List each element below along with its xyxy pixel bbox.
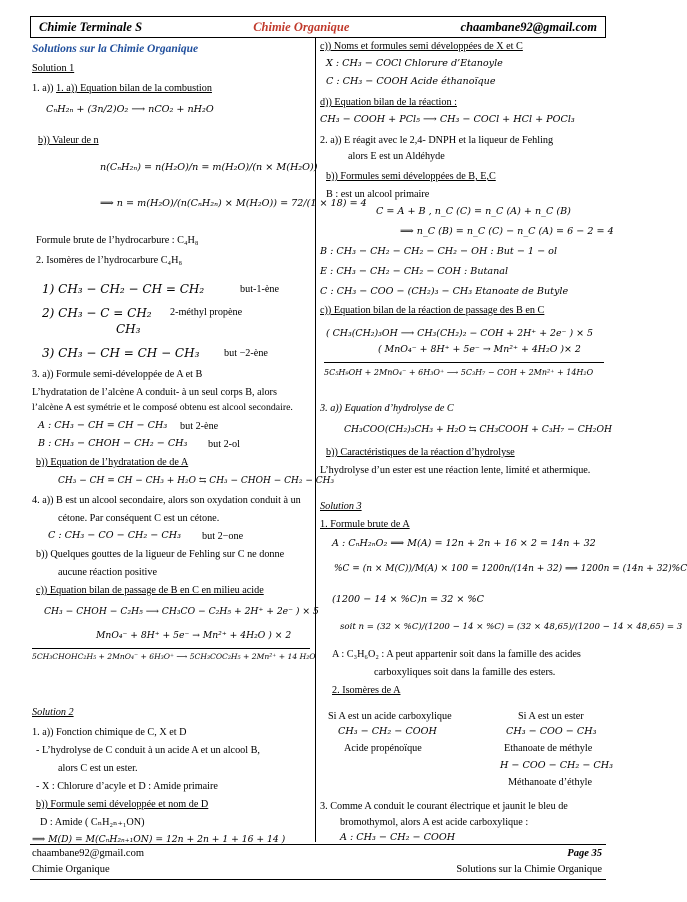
r-iso-ester-name-1: Ethanoate de méthyle [504, 743, 593, 754]
q21-text-3: - X : Chlorure d’acyle et D : Amide primaire [36, 781, 218, 792]
column-divider [315, 38, 316, 842]
page-header [30, 16, 606, 38]
r-iso-acid-name: Acide propénoïque [344, 743, 422, 754]
isomer-2-name: 2-méthyl propène [170, 307, 243, 318]
r-compound-E: E : CH₃ − CH₂ − CH₂ − COH : Butanal [320, 266, 509, 277]
r-iso-ester-formula-1: CH₃ − COO − CH₃ [506, 726, 597, 737]
r-iso-acid-formula: CH₃ − CH₂ − COOH [338, 726, 437, 737]
r-compound-X: X : CH₃ − COCl Chlorure d’Etanoyle [326, 58, 503, 69]
footer-email[interactable]: chaambane92@gmail.com [32, 848, 145, 859]
q21b: b)) Formule semi développée et nom de D [36, 799, 209, 810]
n-equation-1: n(CₙH₂ₙ) = n(H₂O)/n = m(H₂O)/(n × M(H₂O)) [100, 162, 318, 173]
r-compound-B: B : CH₃ − CH₂ − CH₂ − CH₂ − OH : But − 1 − ol [320, 246, 558, 257]
r-q2a-text: alors E est un Aldéhyde [348, 151, 445, 162]
r-redox-half-1: ( CH₃(CH₂)₃OH ⟶ CH₃(CH₂)₂ − COH + 2H⁺ + 2e⁻ ) × 5 [326, 328, 593, 339]
r-iso-acid-title: Si A est un acide carboxylique [328, 711, 452, 722]
r-s31b: %C = (n × M(C))/M(A) × 100 = 1200n/(14n + 32) ⟹ 1200n = (14n + 32)%C [334, 564, 687, 574]
solution3-heading: Solution 3 [320, 501, 362, 512]
r-q1c: c)) Noms et formules semi développées de X et C [320, 41, 523, 52]
solution1-heading: Solution 1 [32, 63, 75, 74]
r-q2c: c)) Equation bilan de la réaction de passage des B en C [320, 305, 545, 316]
isomer-1-name: but-1-ène [240, 284, 280, 295]
q21-text-2: alors C est un ester. [58, 763, 138, 774]
r-s31: 1. Formule brute de A [320, 519, 410, 530]
footer-chapter: Solutions sur la Chimie Organique [456, 864, 602, 875]
amide-mass: ⟹ M(D) = M(CₙH₂ₙ₊₁ON) = 12n + 2n + 1 + 16 + 14 ) [32, 834, 286, 845]
page-number: Page 35 [567, 848, 602, 859]
r-iso-ester-title: Si A est un ester [518, 711, 584, 722]
redox-global: 5CH₃CHOHC₂H₅ + 2MnO₄⁻ + 6H₃O⁺ ⟶ 5CH₃COC₂H₅ + 2Mn²⁺ + 14 H₂O [32, 652, 316, 661]
compound-B: B : CH₃ − CHOH − CH₂ − CH₃ [38, 438, 188, 449]
r-q3a: 3. a)) Equation d’hydrolyse de C [320, 403, 454, 414]
compound-A-name: but 2-ène [180, 421, 219, 432]
q3a-text-2: l’alcène A est symétrie et le composé obtenu est alcool secondaire. [32, 402, 293, 413]
q3b: b)) Equation de l’hydratation de de A [36, 457, 189, 468]
q3a-text-1: L’hydratation de l’alcène A conduit- à un seul corps B, alors [32, 387, 277, 398]
r-iso-ester-formula-2: H − COO − CH₂ − CH₃ [500, 760, 613, 771]
r-s31d: soit n = (32 × %C)/(1200 − 14 × %C) = (32 × 48,65)/(1200 − 14 × 48,65) = 3 [340, 622, 683, 632]
r-equation-rule [324, 362, 604, 363]
r-s33c: A : CH₃ − CH₂ − COOH [340, 832, 456, 843]
r-iso-ester-name-2: Méthanoate d’éthyle [508, 777, 593, 788]
r-carbon-count-2: ⟹ n_C (B) = n_C (C) − n_C (A) = 6 − 2 = 4 [400, 226, 614, 237]
n-equation-2: ⟹ n = m(H₂O)/(n(CₙH₂ₙ) × M(H₂O)) = 72/(1 × 18) = 4 [100, 198, 367, 209]
raw-formula: Formule brute de l’hydrocarbure : C₄H₈ [36, 235, 199, 246]
page [30, 16, 687, 884]
isomer-1: 1) CH₃ − CH₂ − CH = CH₂ [42, 282, 205, 296]
r-compound-C: C : CH₃ − COOH Acide éthanoïque [326, 76, 496, 87]
r-pcl5-equation: CH₃ − COOH + PCl₅ ⟶ CH₃ − COCl + HCl + POCl₃ [320, 114, 575, 125]
q4a-text: cétone. Par conséquent C est un cétone. [58, 513, 220, 524]
redox-half-2: MnO₄⁻ + 8H⁺ + 5e⁻ → Mn²⁺ + 4H₂O ) × 2 [96, 630, 292, 641]
r-hydrolysis-equation: CH₃COO(CH₂)₃CH₃ + H₂O ⇆ CH₃COOH + C₃H₇ − CH₂OH [344, 424, 613, 435]
combustion-equation: CₙH₂ₙ + (3n/2)O₂ ⟶ nCO₂ + nH₂O [46, 104, 214, 115]
r-q2b-text: B : est un alcool primaire [326, 189, 430, 200]
solution2-heading: Solution 2 [32, 707, 74, 718]
hydration-equation: CH₃ − CH = CH − CH₃ + H₂O ⇆ CH₃ − CHOH − CH₂ − CH₃ [58, 476, 335, 486]
q4b-text: aucune réaction positive [58, 567, 158, 578]
r-q2a: 2. a)) E réagit avec le 2,4- DNPH et la liqueur de Fehling [320, 135, 554, 146]
r-s33b: bromothymol, alors A est acide carboxylique : [340, 817, 529, 828]
q3a: 3. a)) Formule semi-développée de A et B [32, 369, 203, 380]
header-subject: Chimie Terminale S [39, 20, 143, 34]
r-s31e: A : C₃H₆O₂ : A peut appartenir soit dans la famille des acides [332, 649, 581, 660]
r-q3b: b)) Caractéristiques de la réaction d’hydrolyse [326, 447, 515, 458]
isomer-3-name: but −2-ène [224, 348, 268, 359]
r-carbon-count-1: C = A + B , n_C (C) = n_C (A) + n_C (B) [376, 206, 571, 217]
r-s31f: carboxyliques soit dans la famille des esters. [374, 667, 556, 678]
r-q2b: b)) Formules semi développées de B, E,C [326, 171, 496, 182]
q1a: 1. a)) 1. a)) Equation bilan de la combustion [32, 83, 212, 94]
r-compound-C-ester: C : CH₃ − COO − (CH₂)₃ − CH₃ Etanoate de Butyle [320, 286, 569, 297]
q4c: c)) Equation bilan de passage de B en C en milieu acide [36, 585, 264, 596]
compound-C: C : CH₃ − CO − CH₂ − CH₃ [48, 530, 181, 541]
q4a: 4. a)) B est un alcool secondaire, alors son oxydation conduit à un [32, 495, 301, 506]
amide-formula: D : Amide ( CₙH₂ₙ₊₁ON) [40, 817, 145, 828]
content-columns [30, 38, 687, 845]
equation-rule [32, 648, 310, 649]
q1b: b)) Valeur de n [38, 135, 99, 146]
isomers-heading: 2. Isomères de l’hydrocarbure C₄H₈ [36, 255, 183, 266]
r-q1d: d)) Equation bilan de la réaction : [320, 97, 457, 108]
page-footer [30, 844, 606, 880]
compound-B-name: but 2-ol [208, 439, 240, 450]
r-s32: 2. Isomères de A [332, 685, 401, 696]
r-s31a: A : CₙH₂ₙO₂ ⟹ M(A) = 12n + 2n + 16 × 2 = 14n + 32 [332, 538, 596, 549]
q21-text-1: - L’hydrolyse de C conduit à un acide A et un alcool B, [36, 745, 260, 756]
header-email[interactable]: chaambane92@gmail.com [460, 20, 597, 34]
q4b: b)) Quelques gouttes de la ligueur de Fehling sur C ne donne [36, 549, 285, 560]
isomer-2-branch: CH₃ [116, 322, 141, 336]
r-s33: 3. Comme A conduit le courant électrique et jaunit le bleu de [320, 801, 568, 812]
r-q3b-text: L’hydrolyse d’un ester est une réaction lente, limité et athermique. [320, 465, 591, 476]
q21: 1. a)) Fonction chimique de C, X et D [32, 727, 187, 738]
compound-A: A : CH₃ − CH = CH − CH₃ [38, 420, 168, 431]
compound-C-name: but 2−one [202, 531, 244, 542]
redox-half-1: CH₃ − CHOH − C₂H₅ ⟶ CH₃CO − C₂H₅ + 2H⁺ + 2e⁻ ) × 5 [44, 606, 319, 617]
footer-subject: Chimie Organique [32, 864, 110, 875]
solutions-title: Solutions sur la Chimie Organique [32, 43, 199, 55]
isomer-3: 3) CH₃ − CH = CH − CH₃ [42, 346, 200, 360]
r-s31c: (1200 − 14 × %C)n = 32 × %C [332, 594, 484, 605]
r-redox-half-2: ( MnO₄⁻ + 8H⁺ + 5e⁻ → Mn²⁺ + 4H₂O )× 2 [378, 344, 581, 355]
isomer-2: 2) CH₃ − C = CH₂ [42, 306, 152, 320]
header-topic: Chimie Organique [253, 20, 350, 34]
r-redox-global: 5C₅H₉OH + 2MnO₄⁻ + 6H₃O⁺ ⟶ 5C₃H₇ − COH + 2Mn²⁺ + 14H₂O [324, 368, 594, 377]
